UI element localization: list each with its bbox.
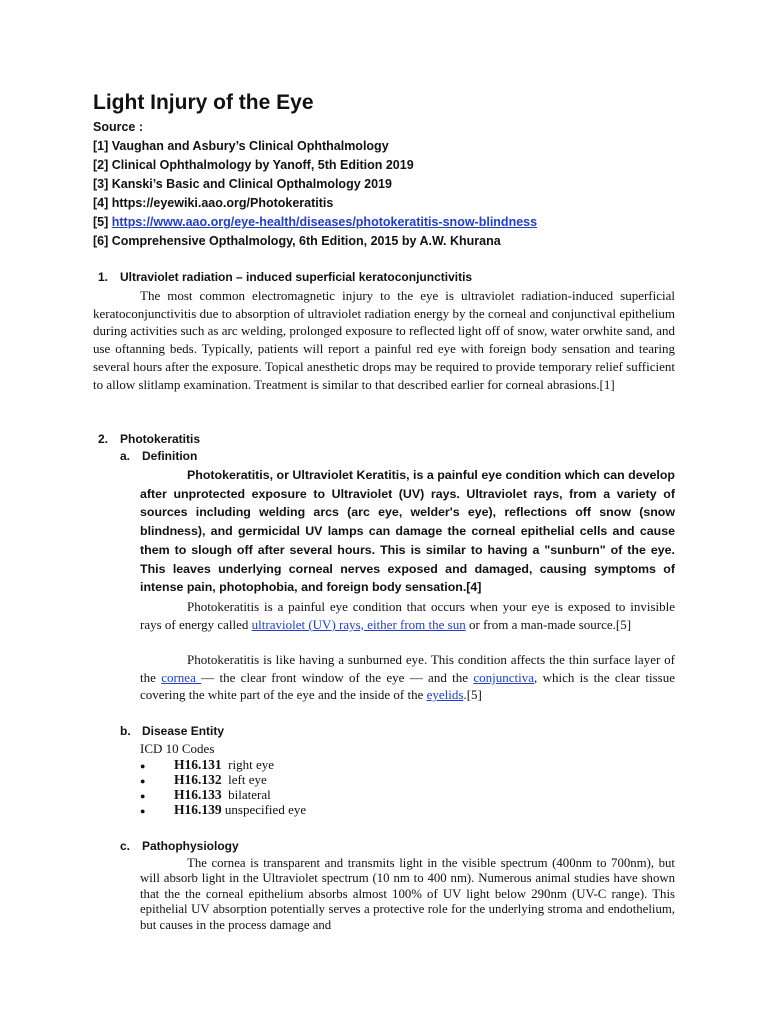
definition-paragraph-2 [140, 598, 675, 633]
bullet-icon: ● [140, 776, 146, 787]
subsection-c-heading: Pathophysiology [142, 839, 239, 853]
uv-rays-link[interactable]: ultraviolet (UV) rays, either from the sun [251, 616, 466, 632]
source-item-1: [1] Vaughan and Asbury’s Clinical Ophthalmology [93, 139, 389, 153]
icd-codes-label: ICD 10 Codes [140, 741, 215, 756]
source-item-2: [2] Clinical Ophthalmology by Yanoff, 5th Edition 2019 [93, 158, 414, 172]
source-item-3: [3] Kanski’s Basic and Clinical Opthalmology 2019 [93, 177, 392, 191]
document-title: Light Injury of the Eye [93, 91, 314, 114]
source-item-5 [93, 215, 537, 229]
icd-code: H16.139 [174, 802, 222, 817]
subsection-a-heading: Definition [142, 449, 198, 463]
definition-paragraph-1: Photokeratitis, or Ultraviolet Keratitis, is a painful eye condition which can develop after unprotected exposure to Ultraviolet (UV) rays. Ultraviolet rays, from a variety of sources including welding arcs (arc eye, welder's eye), reflections off snow (snow blindness), and germicidal UV lamps can damage the corneal epithelial cells and cause them to slough off after several hours. This is similar to having a "sunburn" of the eye. This leaves underlying corneal nerves exposed and damaged, causing symptoms of intense pain, photophobia, and foreign body sensation.[4] [140, 468, 675, 595]
definition-paragraph-3-mid1: — the clear front window of the eye — and the [201, 669, 474, 685]
bullet-icon: ● [140, 791, 146, 802]
section-1-body: The most common electromagnetic injury to the eye is ultraviolet radiation-induced superficial keratoconjunctivitis due to absorption of ultraviolet radiation energy by the corneal and conjunctival epithelium during activities such as arc welding, prolonged exposure to reflected light off of snow, water orwhite sand, and use oftanning beds. Typically, patients will report a painful red eye with foreign body sensation and tearing several hours after the exposure. Topical anesthetic drops may be required to provide temporary relief sufficient to allow slitlamp examination. Treatment is similar to that described earlier for corneal abrasions.[1] [93, 288, 675, 392]
definition-paragraph-3 [140, 651, 675, 704]
source-item-5-link[interactable]: https://www.aao.org/eye-health/diseases/photokeratitis-snow-blindness [111, 215, 538, 229]
icd-code-row [140, 802, 306, 818]
icd-code-row [140, 772, 267, 788]
subsection-c-letter: c. [120, 839, 131, 853]
section-2-number: 2. [98, 432, 109, 446]
icd-code: H16.131 [174, 757, 222, 772]
pathophysiology-body: The cornea is transparent and transmits light in the visible spectrum (400nm to 700nm), but will absorb light in the Ultraviolet spectrum (10 nm to 400 nm). Numerous animal studies have shown that the the corneal epithelium absorbs almost 100% of UV light below 290nm (UV-C range). This epithelial UV absorption potentially serves a protective role for the underlying stroma and endothelium, but causes in the process damage and [140, 856, 675, 932]
conjunctiva-link[interactable]: conjunctiva [473, 669, 534, 685]
source-label: Source : [93, 120, 144, 134]
subsection-b-heading: Disease Entity [142, 724, 225, 738]
source-item-6: [6] Comprehensive Opthalmology, 6th Edition, 2015 by A.W. Khurana [93, 234, 501, 248]
definition-paragraph-3-mid2: , which is the clear tissue covering the white part of the eye and the inside of the [140, 669, 676, 703]
icd-desc: unspecified eye [224, 802, 307, 817]
section-1-number: 1. [98, 270, 109, 284]
source-item-4: [4] https://eyewiki.aao.org/Photokeratitis [93, 196, 334, 210]
definition-paragraph-3-pre: Photokeratitis is like having a sunburned eye. This condition affects the thin surface layer of the [140, 652, 675, 685]
definition-paragraph-3-post: .[5] [463, 687, 482, 703]
definition-paragraph-2-post: or from a man-made source.[5] [465, 616, 632, 632]
section-2-heading: Photokeratitis [120, 432, 201, 446]
icd-desc: right eye [228, 757, 274, 772]
icd-code: H16.132 [174, 772, 222, 787]
icd-desc: bilateral [228, 787, 271, 802]
source-item-5-prefix: [5] [93, 215, 112, 229]
icd-code: H16.133 [174, 787, 222, 802]
section-1-heading: Ultraviolet radiation – induced superficial keratoconjunctivitis [120, 270, 473, 284]
bullet-icon: ● [140, 761, 146, 772]
icd-code-row [140, 757, 274, 773]
subsection-a-letter: a. [120, 449, 131, 463]
eyelids-link[interactable]: eyelids [426, 687, 464, 703]
bullet-icon: ● [140, 806, 146, 817]
cornea-link[interactable]: cornea [161, 669, 202, 685]
icd-desc: left eye [228, 772, 267, 787]
icd-code-row [140, 787, 271, 803]
subsection-b-letter: b. [120, 724, 131, 738]
definition-paragraph-2-pre: Photokeratitis is a painful eye condition that occurs when your eye is exposed to invisible rays of energy called [140, 599, 675, 632]
